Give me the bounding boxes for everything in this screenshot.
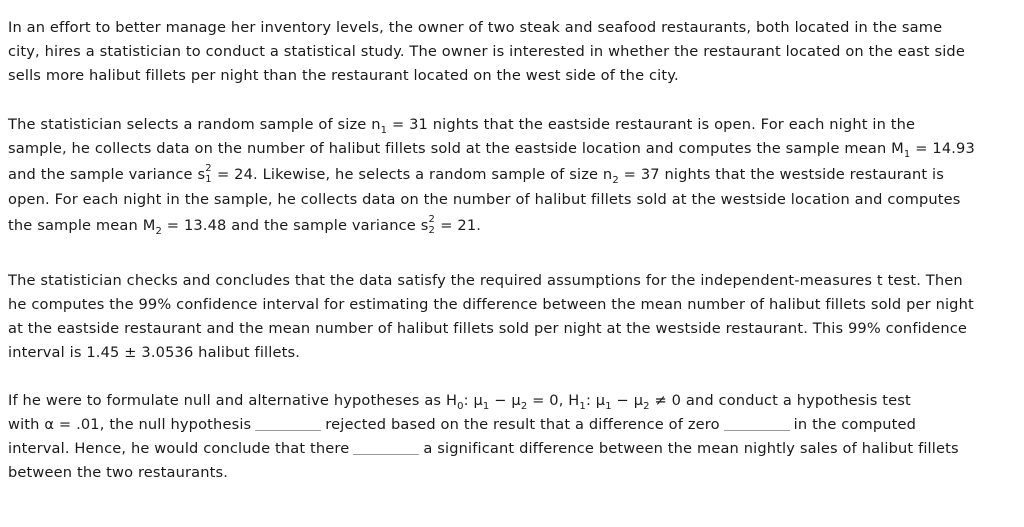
- text-line: the sample mean $M_2 = 13.48$ and the sample variance s 2 2 = 21.: [8, 214, 482, 237]
- text-line: with α = .01, the null hypothesis rejected based on the result that a difference of zero in the computed: [8, 416, 917, 433]
- text-line: open. For each night in the sample, he collects data on the number of halibut fillets sold at the westside location and computes: [8, 191, 961, 208]
- answer-blank-1[interactable]: [255, 414, 321, 431]
- text-line: and the sample variance s 2 1 = 24. Likewise, he selects a random sample of size $n_2 = 37$ nights that the westside restaurant is: [8, 163, 944, 186]
- answer-blank-2[interactable]: [724, 414, 790, 431]
- hypothesis-paragraph: [8, 389, 959, 485]
- text-line: The statistician selects a random sample of size $n_1 = 31$ nights that the eastside restaurant is open. For each night in the: [8, 116, 916, 136]
- text-line: interval is 1.45 ± 3.0536 halibut fillets.: [8, 344, 300, 361]
- text-line: The statistician checks and concludes that the data satisfy the required assumptions for the independent-measures t test. Then: [8, 272, 963, 289]
- sample-paragraph: [8, 113, 975, 239]
- text-line: In an effort to better manage her inventory levels, the owner of two steak and seafood restaurants, both located in the same: [8, 19, 943, 36]
- variance-index: 2 2: [428, 214, 435, 236]
- text-line: city, hires a statistician to conduct a statistical study. The owner is interested in whether the restaurant located on the east side: [8, 43, 965, 60]
- confidence-interval-paragraph: [8, 269, 974, 365]
- text-line: he computes the 99% confidence interval for estimating the difference between the mean number of halibut fillets sold per night: [8, 296, 974, 313]
- variance-index: 2 1: [205, 163, 212, 185]
- intro-paragraph: [8, 16, 965, 88]
- text-line: sells more halibut fillets per night than the restaurant located on the west side of the city.: [8, 67, 679, 84]
- text-line: between the two restaurants.: [8, 464, 229, 481]
- answer-blank-3[interactable]: [353, 438, 419, 455]
- text-line: at the eastside restaurant and the mean number of halibut fillets sold per night at the westside restaurant. This 99% confidence: [8, 320, 968, 337]
- text-line: If he were to formulate null and alternative hypotheses as $H_0$: $\mu_1 - \mu_2 = 0$, $H_1$: $\mu_1 - \mu_2 \ne 0$ and conduct a hypothesis test: [8, 392, 911, 412]
- text-line: sample, he collects data on the number of halibut fillets sold at the eastside location and computes the sample mean $M_1 = 14.93$: [8, 140, 975, 160]
- text-line: interval. Hence, he would conclude that there a significant difference between the mean nightly sales of halibut fillets: [8, 440, 959, 457]
